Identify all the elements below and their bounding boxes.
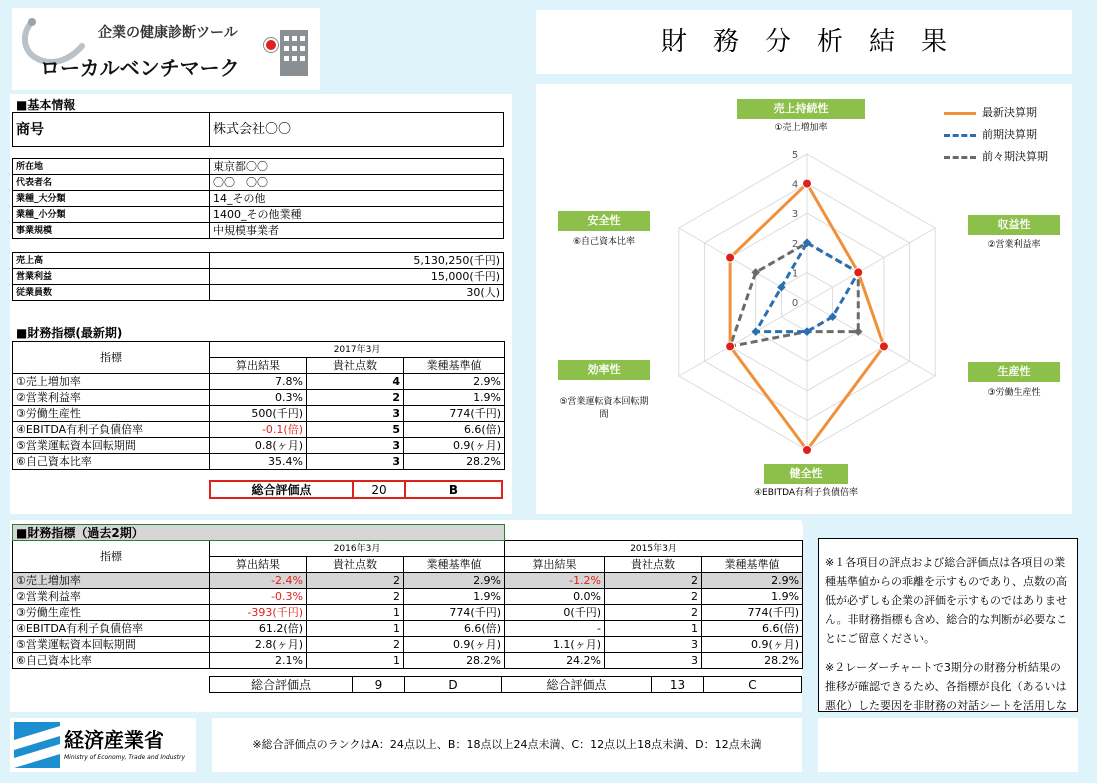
radar-tick-label: 4 [791,179,799,191]
result-value-1: -2.4% [210,573,307,589]
basic-info-value: 中規模事業者 [210,223,504,239]
basic-info-label: 業種_小分類 [13,207,210,223]
standard-value-1: 28.2% [404,653,505,669]
result-value-1: 2.1% [210,653,307,669]
score-value: 3 [307,406,404,422]
basic-info-row [13,175,504,191]
legend [944,102,1048,168]
past-total-rank-1: D [405,677,502,693]
basic-fin-label: 営業利益 [13,269,210,285]
radar-point [726,342,735,351]
standard-value-2: 2.9% [702,573,803,589]
standard-value-1: 6.6(倍) [404,621,505,637]
red-dot-icon [264,38,278,52]
indicator-name: ④EBITDA有利子負債倍率 [13,422,210,438]
axis-sub-soundness: ④EBITDA有利子負債倍率 [753,488,858,498]
basic-info-label: 所在地 [13,159,210,175]
radar-point [803,446,812,455]
result-value: -0.1(倍) [210,422,307,438]
score-value: 2 [307,390,404,406]
axis-sub-sales: ①売上増加率 [774,123,828,133]
score-value: 3 [307,454,404,470]
past-total-label-1: 総合評価点 [210,677,353,693]
basic-fin-value: 30(人) [210,285,504,301]
meti-logo-icon [14,722,60,768]
score-value: 4 [307,374,404,390]
radar-tick-label: 3 [791,209,799,221]
axis-label-safety: 安全性 [558,211,650,231]
score-value-1: 2 [307,637,404,653]
standard-value-1: 0.9(ヶ月) [404,637,505,653]
basic-info-value: 14_その他 [210,191,504,207]
indicator-name: ①売上増加率 [13,374,210,390]
indicator-name: ⑥自己資本比率 [13,653,210,669]
standard-value: 6.6(倍) [404,422,505,438]
latest-col-result: 算出結果 [210,358,307,374]
legend-item-latest [944,102,1048,124]
axis-label-profit: 収益性 [968,215,1060,235]
past-period-1: 2016年3月 [210,541,505,557]
latest-total-score: 20 [353,481,405,498]
result-value-2: - [505,621,605,637]
past-row [13,637,803,653]
radar-spoke [679,228,807,302]
report-title: 財 務 分 析 結 果 [660,27,947,57]
standard-value: 0.9(ヶ月) [404,438,505,454]
indicator-name: ②営業利益率 [13,390,210,406]
radar-point [854,327,862,335]
past-row [13,653,803,669]
result-value: 0.8(ヶ月) [210,438,307,454]
latest-row [13,390,505,406]
axis-label-efficiency: 効率性 [558,360,650,380]
result-value-1: -393(千円) [210,605,307,621]
latest-col-score: 貴社点数 [307,358,404,374]
basic-section-title: ■基本情報 [16,98,76,112]
left-panel [10,94,512,514]
result-value: 7.8% [210,374,307,390]
indicator-name: ③労働生産性 [13,605,210,621]
standard-value: 28.2% [404,454,505,470]
legend-swatch-prev2 [944,156,976,159]
radar-tick-label: 0 [791,298,799,309]
score-value-2: 1 [605,621,702,637]
score-value: 5 [307,422,404,438]
basic-fin-value: 15,000(千円) [210,269,504,285]
result-value-1: 61.2(倍) [210,621,307,637]
note-1: ※１各項目の評点および総合評価点は各項目の業種基準値からの乖離を示すものであり、点数の高低が必ずしも企業の評価を示すものではありません。非財務指標も含め、総合的な判断が必要なことにご留意ください。 [825,556,1068,645]
radar-point [879,342,888,351]
legend-label-prev2: 前々期決算期 [982,150,1048,163]
result-value-2: 0(千円) [505,605,605,621]
indicator-name: ④EBITDA有利子負債倍率 [13,621,210,637]
axis-sub-profit: ②営業利益率 [987,240,1041,250]
standard-value: 1.9% [404,390,505,406]
standard-value-2: 1.9% [702,589,803,605]
past-row [13,589,803,605]
legend-swatch-prev [944,134,976,137]
standard-value: 774(千円) [404,406,505,422]
basic-fin-label: 売上高 [13,253,210,269]
latest-indicator-header: 指標 [13,342,210,374]
radar-point [854,268,863,277]
legend-item-prev2 [944,146,1048,168]
score-value: 3 [307,438,404,454]
radar-panel [536,84,1072,514]
past-table [12,524,803,669]
past-col-result-1: 算出結果 [210,557,307,573]
indicator-name: ⑥自己資本比率 [13,454,210,470]
company-table [12,112,504,147]
standard-value-2: 0.9(ヶ月) [702,637,803,653]
radar-point [726,253,735,262]
latest-total-rank: B [405,481,502,498]
basic-info-value: 〇〇 〇〇 [210,175,504,191]
ministry-en: Ministry of Economy, Trade and Industry [64,754,186,761]
radar-point [751,327,759,335]
empty-panel [818,718,1078,772]
axis-sub-productivity: ③労働生産性 [987,388,1041,398]
result-value-2: 24.2% [505,653,605,669]
result-value-1: 2.8(ヶ月) [210,637,307,653]
logo-panel [12,8,320,90]
result-value-2: -1.2% [505,573,605,589]
latest-section-title: ■財務指標(最新期) [16,326,123,340]
legend-item-prev [944,124,1048,146]
axis-label-productivity: 生産性 [968,362,1060,382]
ministry-name: 経済産業省 [64,728,164,752]
legend-swatch-latest [944,112,976,115]
basic-info-row [13,191,504,207]
past-col-result-2: 算出結果 [505,557,605,573]
basic-fin-value: 5,130,250(千円) [210,253,504,269]
latest-row [13,374,505,390]
past-col-standard-1: 業種基準値 [404,557,505,573]
indicator-name: ②営業利益率 [13,589,210,605]
axis-sub-efficiency: ⑤営業運転資本回転期間 [559,397,649,420]
standard-value-2: 28.2% [702,653,803,669]
latest-row [13,438,505,454]
axis-label-soundness: 健全性 [764,464,848,484]
score-value-1: 2 [307,573,404,589]
latest-col-standard: 業種基準値 [404,358,505,374]
rank-note: ※総合評価点のランクはA：24点以上、B：18点以上24点未満、C：12点以上18点未満、D：12点未満 [252,738,762,751]
latest-total [209,480,503,499]
past-total-score-2: 13 [652,677,704,693]
score-value-2: 3 [605,653,702,669]
past-col-standard-2: 業種基準値 [702,557,803,573]
result-value: 0.3% [210,390,307,406]
legend-label-prev: 前期決算期 [982,128,1037,141]
rank-note-panel [212,718,802,772]
radar-spoke [807,228,935,302]
past-row [13,605,803,621]
basic-fin-label: 従業員数 [13,285,210,301]
standard-value-1: 1.9% [404,589,505,605]
latest-period: 2017年3月 [210,342,505,358]
past-period-2: 2015年3月 [505,541,803,557]
past-col-score-2: 貴社点数 [605,557,702,573]
past-section-title: ■財務指標（過去2期） [13,525,505,541]
past-total-label-2: 総合評価点 [502,677,652,693]
score-value-2: 3 [605,637,702,653]
result-value: 35.4% [210,454,307,470]
past-col-score-1: 貴社点数 [307,557,404,573]
basic-info-value: 1400_その他業種 [210,207,504,223]
radar-point [803,179,812,188]
basic-info-label: 代表者名 [13,175,210,191]
standard-value-2: 774(千円) [702,605,803,621]
indicator-name: ③労働生産性 [13,406,210,422]
indicator-name: ⑤営業運転資本回転期間 [13,637,210,653]
latest-row [13,406,505,422]
basic-info-label: 業種_大分類 [13,191,210,207]
standard-value-1: 774(千円) [404,605,505,621]
result-value-2: 0.0% [505,589,605,605]
basic-info-row [13,159,504,175]
radar-tick-label: 2 [791,238,799,250]
company-value: 株式会社〇〇 [210,113,504,147]
basic-fin-row [13,269,504,285]
basic-fin-table [12,252,504,301]
basic-info-row [13,223,504,239]
past-panel [10,520,802,712]
past-row [13,621,803,637]
result-value-1: -0.3% [210,589,307,605]
building-icon [278,24,310,76]
score-value-1: 2 [307,589,404,605]
title-panel [536,10,1072,74]
score-value-2: 2 [605,589,702,605]
score-value-1: 1 [307,605,404,621]
score-value-2: 2 [605,605,702,621]
result-value-2: 1.1(ヶ月) [505,637,605,653]
radar-tick-label: 1 [791,268,799,280]
basic-fin-row [13,285,504,301]
score-value-1: 1 [307,653,404,669]
latest-table [12,341,505,470]
indicator-name: ⑤営業運転資本回転期間 [13,438,210,454]
tool-subtitle: 企業の健康診断ツール [98,25,238,41]
axis-label-sales: 売上持続性 [737,99,865,119]
standard-value-2: 6.6(倍) [702,621,803,637]
latest-row [13,454,505,470]
ministry-panel [10,718,196,772]
result-value: 500(千円) [210,406,307,422]
standard-value: 2.9% [404,374,505,390]
notes-panel [818,538,1078,712]
latest-row [13,422,505,438]
score-value-1: 1 [307,621,404,637]
legend-label-latest: 最新決算期 [982,106,1037,119]
basic-info-label: 事業規模 [13,223,210,239]
past-totals [209,676,802,693]
past-row [13,573,803,589]
past-indicator-header: 指標 [13,541,210,573]
indicator-name: ①売上増加率 [13,573,210,589]
radar-tick-label: 5 [791,150,799,161]
basic-info-table [12,158,504,239]
tool-name: ローカルベンチマーク [40,56,240,80]
basic-fin-row [13,253,504,269]
standard-value-1: 2.9% [404,573,505,589]
past-total-score-1: 9 [353,677,405,693]
basic-info-value: 東京都〇〇 [210,159,504,175]
company-label: 商号 [13,113,210,147]
note-2: ※２レーダーチャートで3期分の財務分析結果の推移が確認できるため、各指標が良化（あるいは悪化）した要因を非財務の対話シートを活用しな [825,661,1067,712]
basic-info-row [13,207,504,223]
latest-total-label: 総合評価点 [210,481,353,498]
score-value-2: 2 [605,573,702,589]
axis-sub-safety: ⑥自己資本比率 [572,237,636,247]
past-total-rank-2: C [704,677,802,693]
